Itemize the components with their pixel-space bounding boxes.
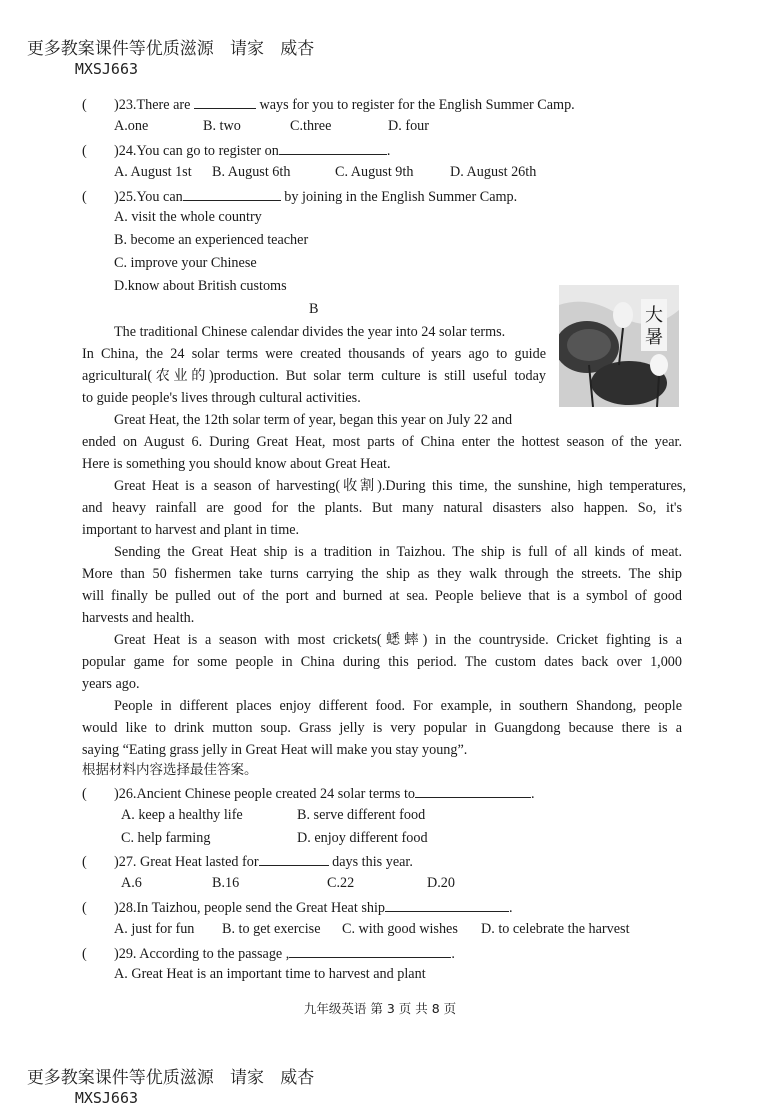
q28-option-d: D. to celebrate the harvest [481, 921, 630, 937]
question-28 [82, 897, 513, 917]
banner-text: 更多教案课件等优质滋源 请家 威杏 [26, 1068, 315, 1088]
passage-line-17: years ago. [82, 676, 140, 692]
section-heading: B [309, 301, 319, 317]
passage-line-5: Great Heat, the 12th solar term of year, began this year on July 22 and [114, 412, 513, 428]
question-23-rest: ways for you to register for the English Summer Camp. [259, 97, 575, 113]
q25-option-a: A. visit the whole country [114, 209, 262, 225]
passage-line-15: Great Heat is a season with most crickets(蟋蟀) in the countryside. Cricket fighting is a [114, 632, 682, 648]
painting-caption-char-1: 大 [645, 305, 663, 326]
q24-option-a: A. August 1st [114, 164, 192, 180]
passage-line-3: agricultural(农业的)production. But solar term culture is still useful today [82, 368, 546, 384]
answer-blank [385, 897, 509, 912]
q23-option-b: B. two [203, 118, 241, 134]
question-26 [82, 783, 535, 803]
q24-option-d: D. August 26th [450, 164, 537, 180]
painting-caption-char-2: 暑 [645, 327, 663, 348]
question-25-rest: by joining in the English Summer Camp. [284, 189, 518, 205]
question-29 [82, 943, 455, 963]
answer-blank [183, 186, 281, 201]
answer-paren: ( [82, 143, 87, 159]
q27-option-b: B.16 [212, 875, 240, 891]
lotus-painting-icon [559, 285, 679, 407]
question-28-stem: )28.In Taizhou, people send the Great Heat ship [114, 900, 385, 916]
q23-option-a: A.one [114, 118, 149, 134]
passage-line-7: Here is something you should know about Great Heat. [82, 456, 391, 472]
q28-option-a: A. just for fun [114, 921, 195, 937]
q23-option-c: C.three [290, 118, 332, 134]
answer-blank [259, 851, 329, 866]
passage-line-10: important to harvest and plant in time. [82, 522, 300, 538]
passage-line-1: The traditional Chinese calendar divides the year into 24 solar terms. [114, 324, 506, 340]
q27-option-d: D.20 [427, 875, 455, 891]
answer-paren: ( [82, 946, 87, 962]
answer-blank [415, 783, 531, 798]
question-29-end: . [451, 946, 455, 962]
q26-option-d: D. enjoy different food [297, 830, 428, 846]
answer-paren: ( [82, 900, 87, 916]
banner-code: MXSJ663 [74, 1089, 139, 1107]
question-28-end: . [508, 900, 513, 916]
q27-option-a: A.6 [121, 875, 142, 891]
question-24-stem: )24.You can go to register on [114, 143, 279, 159]
instruction: 根据材料内容选择最佳答案。 [82, 762, 258, 778]
q24-option-b: B. August 6th [212, 164, 291, 180]
banner-code: MXSJ663 [74, 60, 139, 78]
answer-paren: ( [82, 786, 87, 802]
question-23-stem: )23.There are [114, 97, 191, 113]
question-24-end: . [386, 143, 391, 159]
q24-option-c: C. August 9th [335, 164, 414, 180]
question-23 [82, 94, 575, 114]
passage-line-9: and heavy rainfall are good for the plants. But many natural disasters also happen. So, it's [82, 500, 682, 516]
passage-line-8: Great Heat is a season of harvesting(收割).During this time, the sunshine, high temperatures, [114, 478, 686, 494]
page-footer: 九年级英语 第 3 页 共 8 页 [303, 1001, 457, 1016]
passage-line-18: People in different places enjoy different food. For example, in southern Shandong, people [114, 698, 682, 714]
question-24 [82, 140, 390, 160]
question-25-stem: )25.You can [114, 189, 183, 205]
bottom-banner [16, 1043, 314, 1108]
q28-option-b: B. to get exercise [222, 921, 321, 937]
passage-line-11: Sending the Great Heat ship is a tradition in Taizhou. The ship is full of all kinds of meat. [114, 544, 682, 560]
q23-option-d: D. four [388, 118, 429, 134]
great-heat-painting [559, 285, 679, 407]
top-banner [16, 14, 314, 79]
answer-paren: ( [82, 97, 87, 113]
banner-text: 更多教案课件等优质滋源 请家 威杏 [26, 39, 315, 59]
answer-paren: ( [82, 854, 87, 870]
question-26-stem: )26.Ancient Chinese people created 24 solar terms to [114, 786, 415, 802]
answer-paren: ( [82, 189, 87, 205]
q26-option-b: B. serve different food [297, 807, 426, 823]
question-29-stem: )29. According to the passage , [114, 946, 290, 962]
question-26-end: . [531, 786, 535, 802]
passage-line-4: to guide people's lives through cultural activities. [82, 390, 361, 406]
question-25 [82, 186, 517, 206]
q25-option-c: C. improve your Chinese [114, 255, 257, 271]
question-27-stem: )27. Great Heat lasted for [114, 854, 259, 870]
passage-line-2: In China, the 24 solar terms were created thousands of years ago to guide [82, 346, 546, 362]
passage-line-12: More than 50 fishermen take turns carrying the ship as they walk through the streets. The ship [82, 566, 682, 582]
q25-option-d: D.know about British customs [114, 278, 287, 294]
passage-line-19: would like to drink mutton soup. Grass jelly is very popular in Guangdong because there is a [82, 720, 682, 736]
question-27-rest: days this year. [332, 854, 413, 870]
q26-option-c: C. help farming [121, 830, 211, 846]
q27-option-c: C.22 [327, 875, 355, 891]
question-27 [82, 851, 413, 871]
passage-line-6: ended on August 6. During Great Heat, most parts of China enter the hottest season of the year. [82, 434, 682, 450]
passage-line-20: saying “Eating grass jelly in Great Heat will make you stay young”. [82, 742, 468, 758]
passage-line-13: will finally be pulled out of the port and burned at sea. People believe that is a symbol of good [82, 588, 682, 604]
q29-option-a: A. Great Heat is an important time to harvest and plant [114, 966, 426, 982]
q25-option-b: B. become an experienced teacher [114, 232, 309, 248]
answer-blank [289, 943, 451, 958]
answer-blank [279, 140, 387, 155]
q28-option-c: C. with good wishes [342, 921, 458, 937]
q26-option-a: A. keep a healthy life [121, 807, 243, 823]
answer-blank [194, 94, 256, 109]
passage-line-16: popular game for some people in China during this period. The custom dates back over 1,000 [82, 654, 682, 670]
passage-line-14: harvests and health. [82, 610, 195, 626]
